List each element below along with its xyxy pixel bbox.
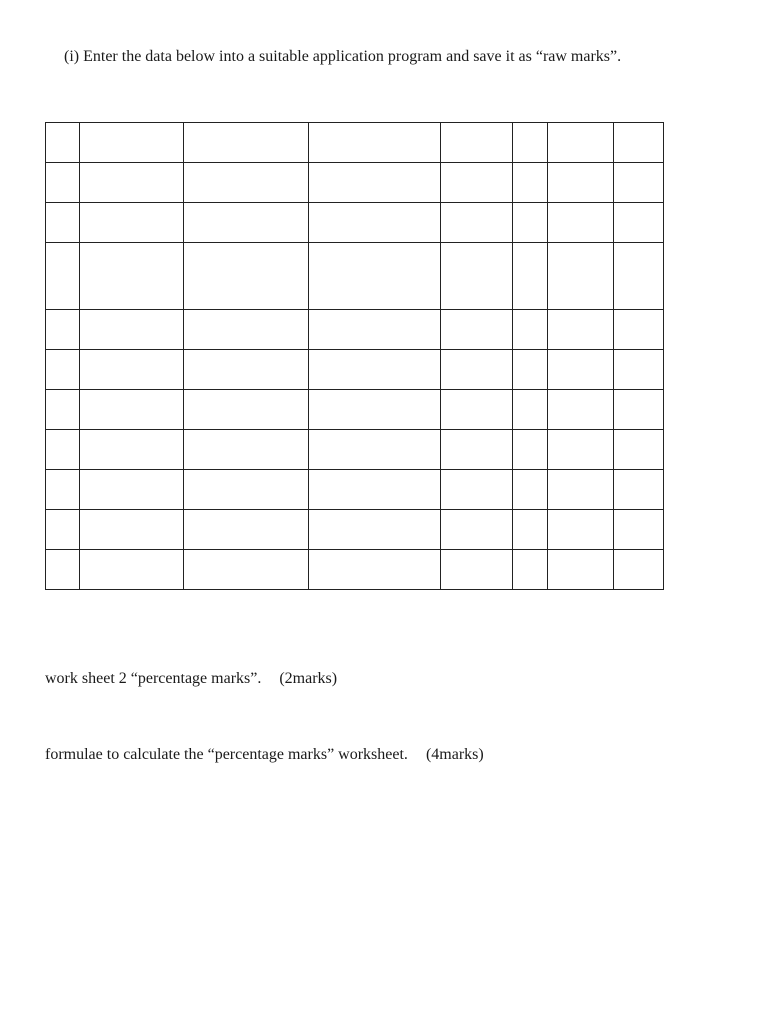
table-cell <box>441 203 513 243</box>
table-cell <box>46 123 80 163</box>
table-cell <box>548 163 614 203</box>
table-cell <box>548 430 614 470</box>
table-cell <box>184 550 309 590</box>
table-cell <box>614 390 664 430</box>
table-cell <box>80 390 184 430</box>
table-cell <box>614 310 664 350</box>
table-cell <box>46 243 80 310</box>
table-cell <box>548 310 614 350</box>
table-cell <box>309 550 441 590</box>
table-row <box>46 310 664 350</box>
table-cell <box>614 123 664 163</box>
table-cell <box>46 310 80 350</box>
table-cell <box>614 550 664 590</box>
table-cell <box>614 203 664 243</box>
table-cell <box>80 510 184 550</box>
table-cell <box>309 123 441 163</box>
worksheet-instruction-marks: (2marks) <box>279 670 338 687</box>
table-row <box>46 163 664 203</box>
table-cell <box>184 470 309 510</box>
table-cell <box>309 470 441 510</box>
table-cell <box>441 163 513 203</box>
table-cell <box>46 470 80 510</box>
table-cell <box>513 310 548 350</box>
table-cell <box>80 550 184 590</box>
table-cell <box>309 350 441 390</box>
table-cell <box>441 243 513 310</box>
table-cell <box>548 510 614 550</box>
table-cell <box>80 310 184 350</box>
table-cell <box>513 510 548 550</box>
table-cell <box>513 350 548 390</box>
table-cell <box>614 510 664 550</box>
table-cell <box>513 470 548 510</box>
formulae-instruction-text: formulae to calculate the “percentage marks” worksheet. <box>45 746 408 763</box>
table-cell <box>614 470 664 510</box>
table-cell <box>441 390 513 430</box>
table-row <box>46 470 664 510</box>
table-cell <box>309 390 441 430</box>
table-row <box>46 510 664 550</box>
worksheet-instruction-text: work sheet 2 “percentage marks”. <box>45 670 262 687</box>
table-cell <box>309 310 441 350</box>
table-cell <box>548 550 614 590</box>
table-cell <box>80 350 184 390</box>
table-cell <box>548 470 614 510</box>
table-cell <box>513 243 548 310</box>
table-cell <box>80 203 184 243</box>
table-cell <box>184 430 309 470</box>
table-cell <box>309 163 441 203</box>
worksheet-instruction-line <box>45 669 337 689</box>
table-cell <box>513 550 548 590</box>
table-cell <box>513 123 548 163</box>
table-cell <box>80 470 184 510</box>
table-row <box>46 430 664 470</box>
table-cell <box>80 430 184 470</box>
table-cell <box>513 430 548 470</box>
table-row <box>46 390 664 430</box>
table-cell <box>548 123 614 163</box>
instruction-text: (i) Enter the data below into a suitable application program and save it as “raw marks”. <box>64 48 622 65</box>
table-cell <box>441 310 513 350</box>
table-cell <box>309 510 441 550</box>
table-cell <box>80 163 184 203</box>
table-cell <box>441 550 513 590</box>
table-cell <box>46 550 80 590</box>
table-cell <box>184 510 309 550</box>
table-cell <box>441 350 513 390</box>
table-cell <box>309 243 441 310</box>
table-cell <box>46 163 80 203</box>
table-cell <box>548 350 614 390</box>
table-cell <box>614 243 664 310</box>
table-row <box>46 243 664 310</box>
table-cell <box>614 163 664 203</box>
table-cell <box>46 350 80 390</box>
table-row <box>46 123 664 163</box>
table-cell <box>548 203 614 243</box>
table-cell <box>441 510 513 550</box>
raw-marks-table <box>45 122 664 590</box>
table-row <box>46 550 664 590</box>
table-cell <box>184 350 309 390</box>
table-cell <box>513 163 548 203</box>
table-row <box>46 350 664 390</box>
table-cell <box>441 430 513 470</box>
table-cell <box>614 350 664 390</box>
formulae-instruction-line <box>45 745 484 765</box>
table-cell <box>441 470 513 510</box>
table-cell <box>548 390 614 430</box>
table-cell <box>614 430 664 470</box>
table-cell <box>184 243 309 310</box>
table-cell <box>184 390 309 430</box>
table-cell <box>80 123 184 163</box>
table-cell <box>441 123 513 163</box>
table-cell <box>46 430 80 470</box>
table-cell <box>184 123 309 163</box>
table-cell <box>184 163 309 203</box>
table-cell <box>46 510 80 550</box>
table-cell <box>309 203 441 243</box>
table-cell <box>513 390 548 430</box>
table-cell <box>184 310 309 350</box>
formulae-instruction-marks: (4marks) <box>425 746 484 763</box>
table-cell <box>309 430 441 470</box>
table-row <box>46 203 664 243</box>
table-cell <box>513 203 548 243</box>
table-cell <box>548 243 614 310</box>
table-cell <box>184 203 309 243</box>
table-cell <box>46 390 80 430</box>
table-cell <box>80 243 184 310</box>
table-cell <box>46 203 80 243</box>
